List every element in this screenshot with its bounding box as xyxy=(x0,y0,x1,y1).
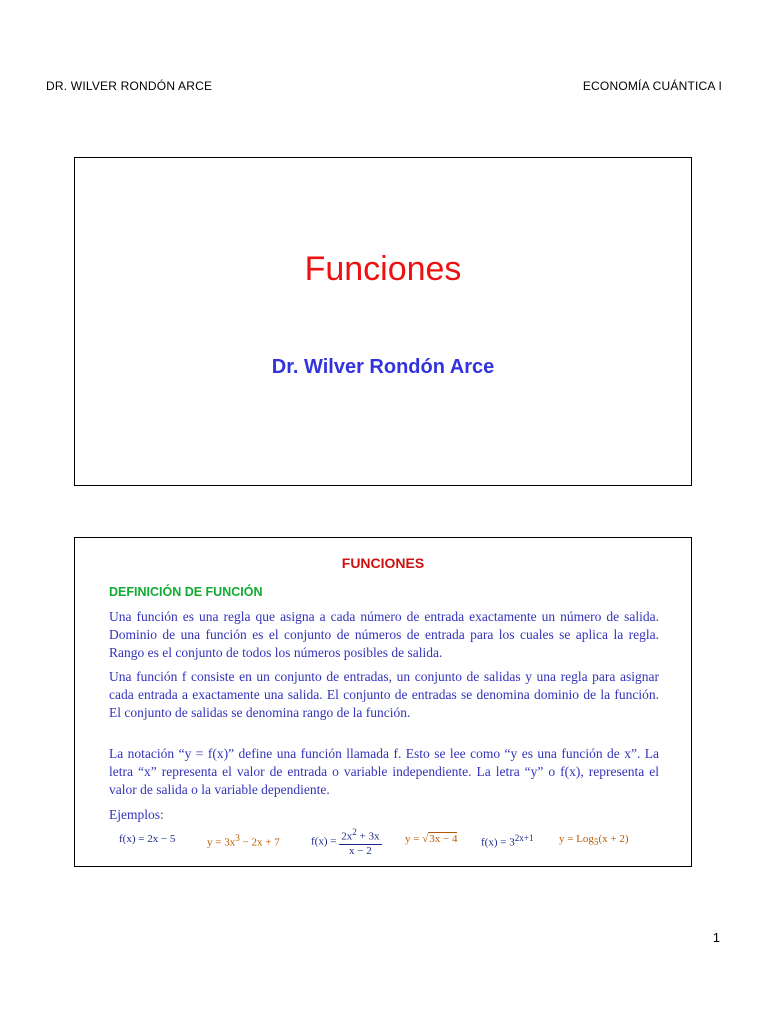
example-exponential-exponent: 2x+1 xyxy=(514,833,534,843)
example-linear: f(x) = 2x − 5 xyxy=(119,833,176,845)
slide-title: Funciones xyxy=(304,250,462,288)
example-exponential xyxy=(481,833,534,849)
examples-row xyxy=(115,827,675,861)
header-course: ECONOMÍA CUÁNTICA I xyxy=(582,79,722,93)
example-cubic-lhs: y = 3x xyxy=(207,836,236,849)
example-cubic-exponent: 3 xyxy=(235,833,240,843)
example-radical xyxy=(405,833,457,845)
definition-paragraph-1: Una función es una regla que asigna a cada número de entrada exactamente un número de salida. Dominio de una función es el conjunto de números de entrada para los cuales se aplica la regla. Rango es el conjunto de todos los números posibles de salida. xyxy=(109,609,659,660)
example-radical-radicand: 3x − 4 xyxy=(429,833,458,845)
header-author: DR. WILVER RONDÓN ARCE xyxy=(46,79,213,93)
example-rational-num-b: + 3x xyxy=(356,830,380,843)
definition-paragraph-3: La notación “y = f(x)” define una función llamada f. Esto se lee como “y es una función de x”. La letra “x” representa el valor de entrada o variable independiente. La letra “y” o f(x), representa el valor de salida o la variable dependiente. xyxy=(109,746,659,797)
example-rational-num-exponent: 2 xyxy=(352,827,357,837)
example-exponential-lhs: f(x) = 3 xyxy=(481,836,515,849)
example-cubic xyxy=(207,833,280,849)
page-number: 1 xyxy=(712,930,720,945)
examples-label: Ejemplos: xyxy=(109,807,164,822)
example-rational xyxy=(311,826,382,858)
example-cubic-rest: − 2x + 7 xyxy=(239,836,280,849)
example-log-rest: (x + 2) xyxy=(598,833,629,845)
example-rational-numerator xyxy=(339,826,381,845)
example-rational-lhs: f(x) = xyxy=(311,835,340,848)
example-rational-denominator: x − 2 xyxy=(348,844,372,857)
title-slide xyxy=(74,157,692,486)
example-logarithmic xyxy=(559,833,629,847)
section-subtitle: DEFINICIÓN DE FUNCIÓN xyxy=(109,585,263,599)
example-rational-fraction xyxy=(339,826,381,858)
slide-author: Dr. Wilver Rondón Arce xyxy=(271,356,495,378)
example-radical-lhs: y = √ xyxy=(405,833,429,845)
definition-slide xyxy=(74,537,692,867)
section-title: FUNCIONES xyxy=(341,555,425,571)
definition-paragraph-2: Una función f consiste en un conjunto de entradas, un conjunto de salidas y una regla para asignar cada entrada a exactamente una salida. El conjunto de entradas se denomina dominio de la función. El conjunto de salidas se denomina rango de la función. xyxy=(109,669,659,720)
example-log-lhs: y = Log xyxy=(559,833,594,845)
example-log-base: 5 xyxy=(593,837,599,848)
example-rational-num-a: 2x xyxy=(341,830,353,843)
